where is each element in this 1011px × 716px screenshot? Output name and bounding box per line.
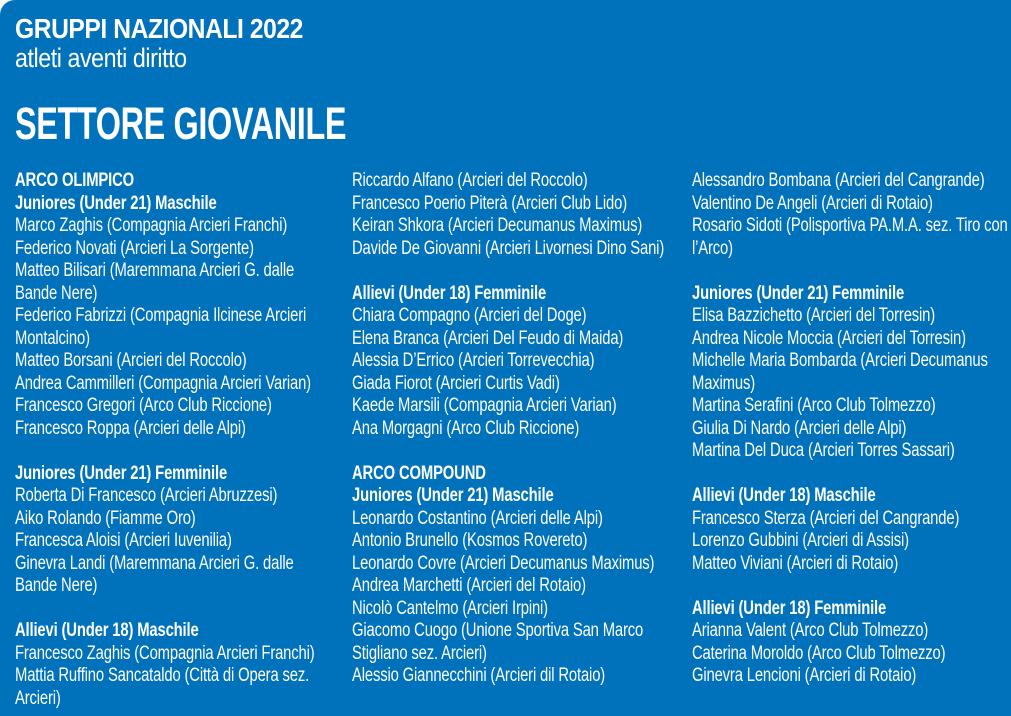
column-1 — [15, 170, 336, 716]
athlete-entry: Francesco Roppa (Arcieri delle Alpi) — [15, 417, 246, 439]
athlete-entry: Elisa Bazzichetto (Arcieri del Torresin) — [692, 305, 936, 326]
athlete-entry: Giacomo Cuogo (Unione Sportiva San Marco Stigliano sez. Arcieri) — [352, 620, 644, 664]
athlete-entry: Roberta Di Francesco (Arcieri Abruzzesi) — [15, 485, 278, 506]
athlete-entry: Leonardo Covre (Arcieri Decumanus Maximus) — [352, 552, 655, 574]
category-block-olimpico-juniores-f — [15, 463, 336, 598]
athlete-entry: Leonardo Costantino (Arcieri delle Alpi) — [352, 507, 603, 529]
athlete-entry: Ana Morgagni (Arco Club Riccione) — [352, 417, 580, 439]
category-header: Allievi (Under 18) Maschile — [15, 620, 199, 641]
athlete-entry: Rosario Sidoti (Polisportiva PA.M.A. sez. Tiro con l’Arco) — [692, 215, 1008, 259]
athlete-entry: Valentino De Angeli (Arcieri di Rotaio) — [692, 192, 933, 214]
athlete-entry: Caterina Moroldo (Arco Club Tolmezzo) — [692, 642, 946, 664]
division-header: ARCO COMPOUND — [352, 462, 486, 484]
athlete-entry: Matteo Bilisari (Maremmana Arcieri G. dalle Bande Nere) — [15, 260, 295, 304]
athlete-entry: Aiko Rolando (Fiamme Oro) — [15, 507, 196, 529]
athlete-entry: Marco Zaghis (Compagnia Arcieri Franchi) — [15, 215, 288, 236]
category-block-olimpico-allievi-f — [352, 283, 673, 441]
category-header: Juniores (Under 21) Maschile — [15, 192, 217, 214]
category-header: Allievi (Under 18) Femminile — [352, 282, 547, 304]
athlete-entry: Michelle Maria Bombarda (Arcieri Decumanus Maximus) — [692, 350, 988, 394]
athlete-entry: Antonio Brunello (Kosmos Rovereto) — [352, 530, 588, 551]
category-block-olimpico-juniores-m — [15, 170, 336, 440]
athlete-entry: Matteo Viviani (Arcieri di Rotaio) — [692, 552, 899, 574]
athlete-entry: Alessio Giannecchini (Arcieri dil Rotaio) — [352, 665, 606, 686]
athlete-entry: Giada Fiorot (Arcieri Curtis Vadi) — [352, 372, 560, 394]
athlete-entry: Francesco Sterza (Arcieri del Cangrande) — [692, 507, 960, 529]
athlete-entry: Andrea Nicole Moccia (Arcieri del Torresin) — [692, 327, 966, 349]
category-block-compound-allievi-f — [692, 598, 1011, 688]
document-title: GRUPPI NAZIONALI 2022 — [15, 13, 303, 44]
athlete-entry: Francesco Gregori (Arco Club Riccione) — [15, 395, 272, 416]
athlete-entry: Martina Del Duca (Arcieri Torres Sassari) — [692, 440, 955, 461]
category-block-olimpico-allievi-m — [15, 620, 336, 710]
section-title: SETTORE GIOVANILE — [15, 98, 347, 149]
category-header: Juniores (Under 21) Femminile — [692, 282, 905, 304]
athlete-entry: Andrea Marchetti (Arcieri del Rotaio) — [352, 575, 586, 596]
category-header: Allievi (Under 18) Maschile — [692, 485, 876, 506]
column-2 — [352, 170, 673, 710]
category-header: Juniores (Under 21) Maschile — [352, 485, 554, 506]
athlete-entry: Francesco Zaghis (Compagnia Arcieri Franchi) — [15, 642, 315, 664]
athlete-entry: Federico Fabrizzi (Compagnia Ilcinese Arcieri Montalcino) — [15, 305, 307, 349]
division-header: ARCO OLIMPICO — [15, 170, 135, 191]
athlete-entry: Martina Serafini (Arco Club Tolmezzo) — [692, 395, 936, 416]
athlete-entry: Riccardo Alfano (Arcieri del Roccolo) — [352, 170, 588, 191]
athlete-entry: Andrea Cammilleri (Compagnia Arcieri Varian) — [15, 372, 311, 394]
athlete-entry: Mattia Ruffino Sancataldo (Città di Opera sez. Arcieri) — [15, 665, 310, 709]
athlete-entry: Elena Branca (Arcieri Del Feudo di Maida) — [352, 327, 624, 349]
athlete-entry: Lorenzo Gubbini (Arcieri di Assisi) — [692, 530, 909, 551]
athlete-entry: Chiara Compagno (Arcieri del Doge) — [352, 305, 587, 326]
athlete-entry: Davide De Giovanni (Arcieri Livornesi Dino Sani) — [352, 237, 665, 259]
column-3 — [692, 170, 1011, 710]
document-header — [15, 13, 475, 147]
category-header: Allievi (Under 18) Femminile — [692, 597, 887, 619]
athlete-entry: Keiran Shkora (Arcieri Decumanus Maximus) — [352, 215, 643, 236]
category-block-compound-juniores-m-continued — [692, 170, 1011, 260]
athlete-entry: Francesca Aloisi (Arcieri Iuvenilia) — [15, 530, 232, 551]
category-block-compound-juniores-f — [692, 283, 1011, 463]
athlete-entry: Ginevra Lencioni (Arcieri di Rotaio) — [692, 665, 917, 686]
athlete-entry: Francesco Poerio Piterà (Arcieri Club Lido) — [352, 192, 627, 214]
category-block-compound-juniores-m — [352, 463, 673, 688]
athlete-entry: Nicolò Cantelmo (Arcieri Irpini) — [352, 597, 548, 619]
athlete-entry: Giulia Di Nardo (Arcieri delle Alpi) — [692, 417, 907, 439]
category-block-compound-allievi-m — [692, 485, 1011, 575]
athlete-entry: Matteo Borsani (Arcieri del Roccolo) — [15, 350, 247, 371]
category-header: Juniores (Under 21) Femminile — [15, 462, 228, 484]
athlete-entry: Kaede Marsili (Compagnia Arcieri Varian) — [352, 395, 617, 416]
athlete-entry: Ginevra Landi (Maremmana Arcieri G. dalle Bande Nere) — [15, 552, 294, 596]
athlete-entry: Federico Novati (Arcieri La Sorgente) — [15, 237, 254, 259]
document-subtitle: atleti aventi diritto — [15, 43, 187, 73]
athlete-entry: Alessia D’Errico (Arcieri Torrevecchia) — [352, 350, 595, 371]
category-block-olimpico-allievi-m-continued — [352, 170, 673, 260]
athlete-entry: Alessandro Bombana (Arcieri del Cangrande) — [692, 170, 985, 191]
athlete-entry: Arianna Valent (Arco Club Tolmezzo) — [692, 620, 929, 641]
